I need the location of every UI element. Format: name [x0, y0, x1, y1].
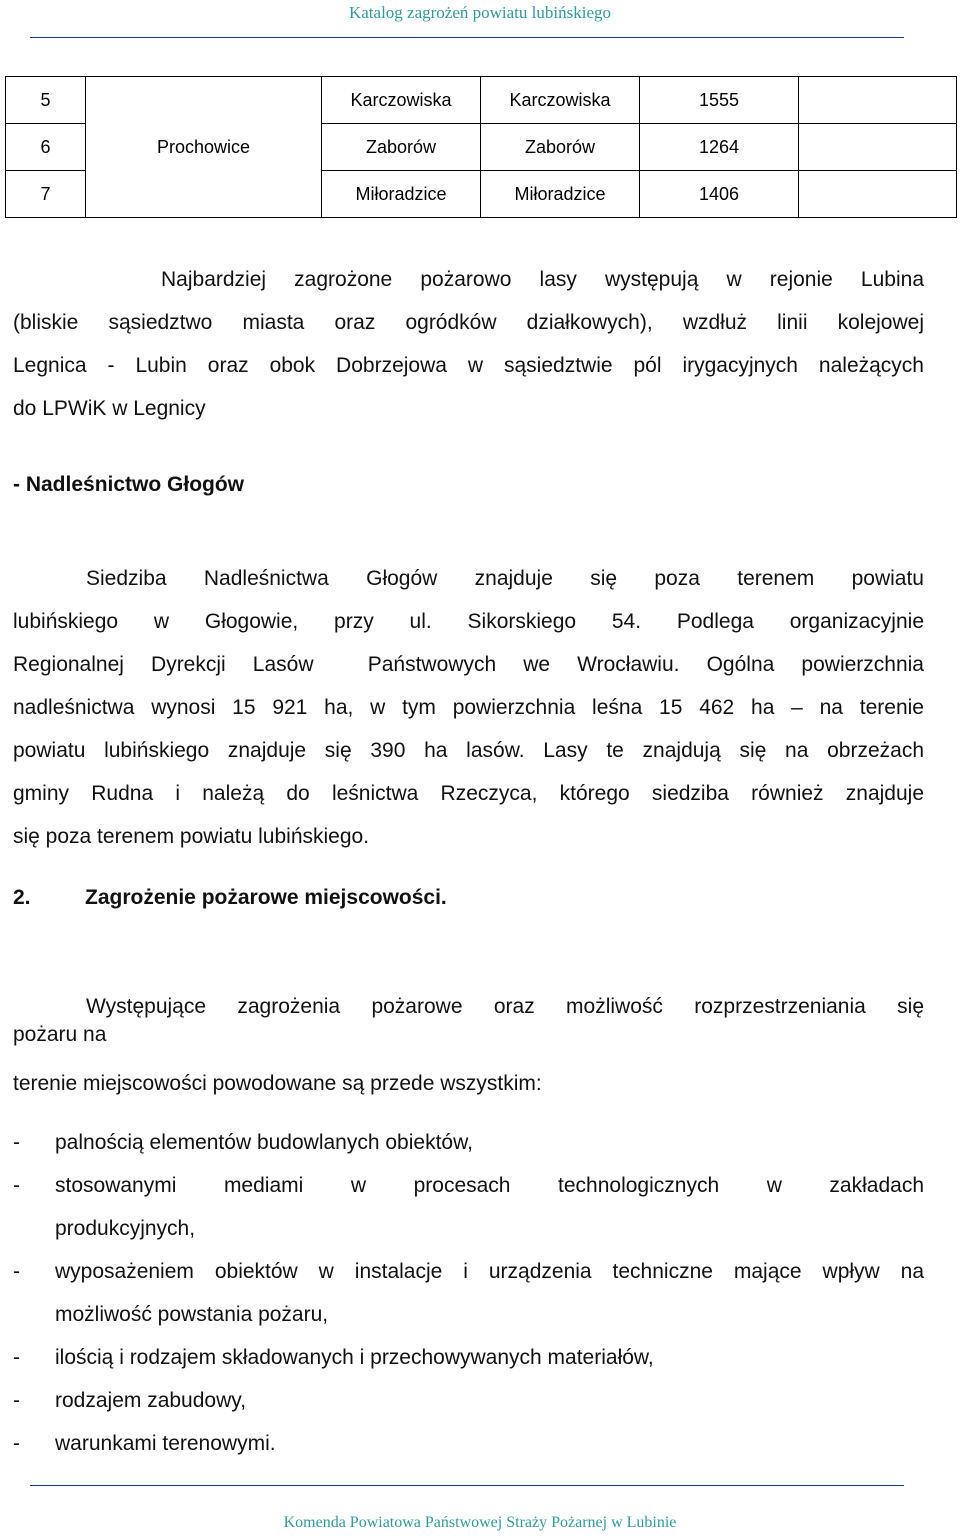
paragraph-forest-risk	[13, 258, 924, 430]
page-header-title: Katalog zagrożeń powiatu lubińskiego	[348, 3, 611, 22]
row-number: 5	[6, 77, 86, 124]
table-cell: 1264	[640, 124, 799, 171]
list-item-text: palnością elementów budowlanych obiektów,	[55, 1131, 473, 1154]
row-number: 7	[6, 171, 86, 218]
empty-cell	[799, 124, 957, 171]
list-dash: -	[13, 1432, 20, 1455]
paragraph-line: Najbardziej zagrożone pożarowo lasy występują w rejonie Lubina	[161, 268, 924, 291]
list-item	[13, 1422, 924, 1465]
list-item	[13, 1121, 924, 1164]
paragraph-line: Regionalnej Dyrekcji Lasów Państwowych we Wrocławiu. Ogólna powierzchnia	[13, 653, 924, 676]
paragraph-line: (bliskie sąsiedztwo miasta oraz ogródków działkowych), wzdłuż linii kolejowej	[13, 311, 924, 334]
list-item	[13, 1164, 924, 1250]
paragraph-line: gminy Rudna i należą do leśnictwa Rzeczyca, którego siedziba również znajduje	[13, 782, 924, 805]
table-row	[6, 77, 957, 124]
list-item	[13, 1336, 924, 1379]
section-heading	[13, 886, 447, 910]
list-item-text: rodzajem zabudowy,	[55, 1389, 247, 1412]
table-cell: Zaborów	[322, 124, 481, 171]
section-number: 2.	[13, 886, 31, 909]
table-cell: 1406	[640, 171, 799, 218]
subheading-nadlesnictwo-glogow: - Nadleśnictwo Głogów	[13, 473, 245, 496]
table-cell: Zaborów	[481, 124, 640, 171]
paragraph-line: Legnica - Lubin oraz obok Dobrzejowa w sąsiedztwie pól irygacyjnych należących	[13, 354, 924, 377]
paragraph-line: do LPWiK w Legnicy	[13, 397, 206, 420]
paragraph-glogow	[13, 557, 924, 858]
list-item-text: możliwość powstania pożaru,	[55, 1303, 329, 1326]
paragraph-line: Siedziba Nadleśnictwa Głogów znajduje się poza terenem powiatu	[86, 567, 924, 590]
row-number: 6	[6, 124, 86, 171]
list-item-text: stosowanymi mediami w procesach technologicznych w zakładach	[55, 1174, 924, 1197]
paragraph-line: się poza terenem powiatu lubińskiego.	[13, 825, 370, 848]
empty-cell	[799, 77, 957, 124]
villages-table	[5, 76, 957, 218]
paragraph-lead: terenie miejscowości powodowane są przede wszystkim:	[13, 1072, 542, 1095]
empty-cell	[799, 171, 957, 218]
list-item-text: ilością i rodzajem składowanych i przechowywanych materiałów,	[55, 1346, 654, 1369]
paragraph-line: Występujące zagrożenia pożarowe oraz możliwość rozprzestrzeniania się	[86, 995, 924, 1018]
hazard-list	[13, 1121, 924, 1465]
paragraph-line: pożaru na	[13, 1023, 107, 1046]
list-item	[13, 1379, 924, 1422]
paragraph-line: nadleśnictwa wynosi 15 921 ha, w tym powierzchnia leśna 15 462 ha – na terenie	[13, 696, 924, 719]
list-item-text: produkcyjnych,	[55, 1217, 196, 1240]
list-dash: -	[13, 1131, 20, 1154]
table-cell: Karczowiska	[481, 77, 640, 124]
list-dash: -	[13, 1346, 20, 1369]
table-cell: 1555	[640, 77, 799, 124]
list-dash: -	[13, 1260, 20, 1283]
list-item-text: warunkami terenowymi.	[55, 1432, 276, 1455]
list-dash: -	[13, 1174, 20, 1197]
footer-rule	[30, 1485, 904, 1486]
section-title: Zagrożenie pożarowe miejscowości.	[85, 886, 447, 909]
paragraph-line: powiatu lubińskiego znajduje się 390 ha lasów. Lasy te znajdują się na obrzeżach	[13, 739, 924, 762]
list-item-text: wyposażeniem obiektów w instalacje i urządzenia techniczne mające wpływ na	[55, 1260, 924, 1283]
paragraph-intro	[13, 993, 924, 1049]
paragraph-line: lubińskiego w Głogowie, przy ul. Sikorskiego 54. Podlega organizacyjnie	[13, 610, 924, 633]
table-cell: Karczowiska	[322, 77, 481, 124]
table-cell: Miłoradzice	[481, 171, 640, 218]
list-dash: -	[13, 1389, 20, 1412]
header-rule	[30, 37, 904, 38]
page-footer-title: Komenda Powiatowa Państwowej Straży Pożarnej w Lubinie	[283, 1514, 677, 1531]
gmina-cell: Prochowice	[86, 77, 322, 218]
list-item	[13, 1250, 924, 1336]
table-cell: Miłoradzice	[322, 171, 481, 218]
